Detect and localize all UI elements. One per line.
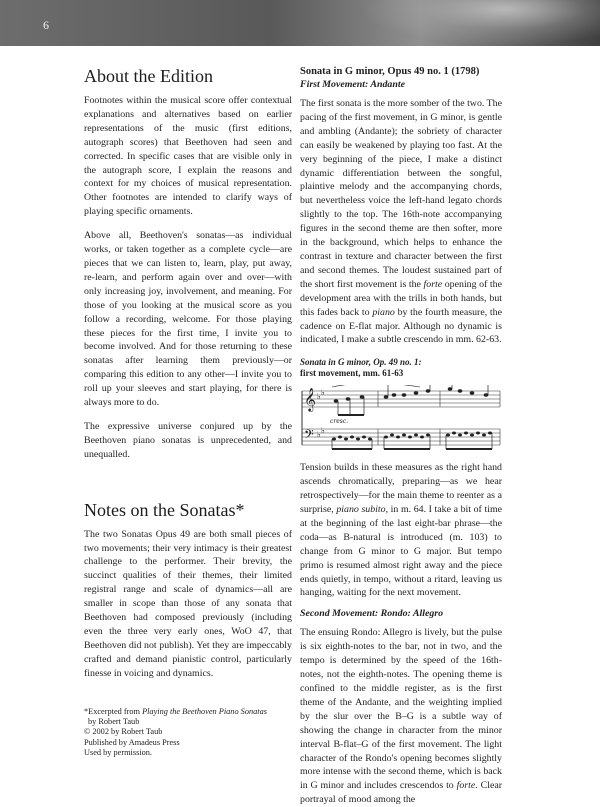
footnote-book-title: Playing the Beethoven Piano Sonatas xyxy=(142,707,267,716)
left-column xyxy=(84,66,292,681)
right-column xyxy=(300,66,502,807)
footnote-copyright: © 2002 by Robert Taub xyxy=(84,727,163,737)
notes-sonatas-heading: Notes on the Sonatas* xyxy=(84,499,245,520)
footnote-permission: Used by permission. xyxy=(84,747,152,757)
first-movement-heading: First Movement: Andante xyxy=(300,79,405,90)
tension-paragraph: Tension builds in these measures as the right hand ascends chromatically, preparing—as we hear retrospectively—for the main theme to reenter as a surprise, piano subito, in m. 64. I take a bit of time at the beginning of the last eight-bar phrase—the coda—as B-natural is introduced (m. 103) to change from G minor to G major. But tempo primo is resumed almost right away and the piece ends quietly, in tempo, without a ritard, leaving us hanging, waiting for the next movement. xyxy=(300,462,503,599)
second-movement-heading: Second Movement: Rondo: Allegro xyxy=(300,608,444,620)
about-paragraph-1: Footnotes within the musical score offer contextual explanations and alternatives based on earlier representations of the music (first editions, autograph scores) that Beethoven had seen and corrected. In specific cases that are visible only in the autograph score, I explain the reasons and context for my choices of musical representation. Other footnotes are intended to clarify ways of playing specific ornaments. xyxy=(84,95,292,218)
footnote-publisher: Published by Amadeus Press xyxy=(84,737,180,747)
svg-text:𝄢: 𝄢 xyxy=(304,427,314,446)
music-example-caption: Sonata in G minor, Op. 49 no. 1: first movement, mm. 61-63 xyxy=(300,357,422,379)
page-number: 6 xyxy=(43,18,49,32)
header-wave-decoration xyxy=(360,0,600,46)
header-band xyxy=(0,0,600,46)
andante-paragraph: The first sonata is the more somber of the two. The pacing of the first movement, in G minor, is gentle and ambling (Andante); the sobriety of character can easily be weakened by playing too fast. At the very beginning of the piece, I make a distinct dynamic differentiation between the songful, plaintive melody and the accompanying chords, but nevertheless voice the left-hand legato chords slightly to the top. The 16th-note accompanying figures in the second theme are then softer, more in the background, which helps to enhance the contrast in texture and character between the first and second themes. The loudest sustained part of the short first movement is the forte opening of the development area with the trills in both hands, but this fades back to piano by the fourth measure, the cadence on E-flat major. Although no dynamic is indicated, I make a subtle crescendo in mm. 62-63. xyxy=(300,98,502,346)
footnote-prefix: *Excerpted from xyxy=(84,707,143,716)
footnote-author: by Robert Taub xyxy=(88,717,140,727)
svg-text:♭: ♭ xyxy=(317,430,321,440)
music-score-excerpt xyxy=(300,385,502,457)
svg-text:𝄞: 𝄞 xyxy=(304,387,316,412)
sonata-title: Sonata in G minor, Opus 49 no. 1 (1798) xyxy=(300,66,480,77)
rondo-paragraph: The ensuing Rondo: Allegro is lively, but the pulse is six eighth-notes to the bar, not in two, and the tempo is determined by the speed of the 16th-notes, not the eighth-notes. The opening theme is confined to the middle register, as is the first theme of the Andante, and the weighting implied by the slur over the B–G is a subtle way of showing the change in character from the minor interval B-flat–G of the first movement. The light character of the Rondo's opening becomes slightly more intense with the second theme, which is back in G minor and includes crescendos to forte. Clear portrayal of mood among the xyxy=(300,627,502,806)
svg-text:♭: ♭ xyxy=(321,426,325,436)
about-paragraph-2: Above all, Beethoven's sonatas—as individual works, or taken together as a complete cycle—are pieces that we can listen to, learn, play, put away, re-learn, and perform again over and over—with only increasing joy, involvement, and meaning. For those of you looking at the musical score as you follow a recording, welcome. For those playing these pieces for the first time, I invite you to become involved. And for those returning to these sonatas after learning them previously—or comparing this edition to any other—I invite you to roll up your sleeves and start playing, for there is always more to do. xyxy=(84,230,292,409)
about-edition-heading: About the Edition xyxy=(84,66,213,86)
about-paragraph-3: The expressive universe conjured up by the Beethoven piano sonatas is unprecedented, and unequalled. xyxy=(84,420,292,460)
svg-text:cresc.: cresc. xyxy=(330,418,349,426)
svg-text:♭: ♭ xyxy=(321,388,325,398)
footnote xyxy=(84,707,294,758)
svg-text:♭: ♭ xyxy=(317,392,321,402)
notes-paragraph-1: The two Sonatas Opus 49 are both small pieces of two movements; their very intimacy is their greatest challenge to the performer. Their brevity, the succinct qualities of their themes, their limited registral range and scale of dynamics—all are smaller in scope than those of any sonata that Beethoven had composed previously (including even the three very early ones, WoO 47, that Beethoven did not publish). Yet they are impeccably crafted and demand pianistic control, particularly finesse in voicing and dynamics. xyxy=(84,528,292,679)
